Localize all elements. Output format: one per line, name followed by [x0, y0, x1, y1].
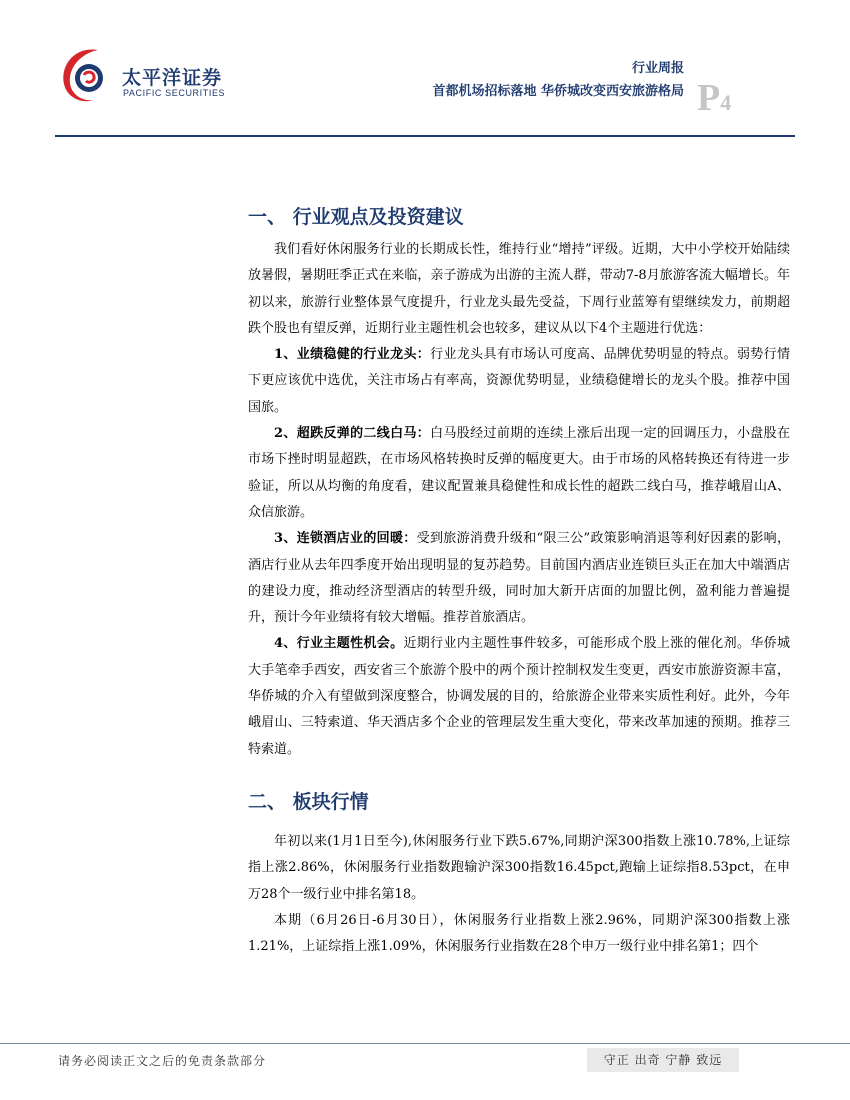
pacific-securities-logo-icon [58, 44, 120, 106]
weekly-text: 本期（6月26日-6月30日），休闲服务行业指数上涨2.96%，同期沪深300指数上涨1.21%，上证综指上涨1.09%，休闲服务行业指数在28个申万一级行业中排名第1；四个 [248, 912, 790, 955]
brand-name-en: PACIFIC SECURITIES [123, 88, 226, 98]
brand-name-cn: 太平洋证券 [122, 67, 223, 89]
theme-2-text: 白马股经过前期的连续上涨后出现一定的回调压力，小盘股在市场下挫时明显超跌，在市场风格转换时反弹的幅度更大。由于市场的风格转换还有待进一步验证，所以从均衡的角度看，建议配置兼具稳健性和成长性的超跌二线白马，推荐峨眉山A、众信旅游。 [248, 426, 790, 520]
header-divider [55, 135, 795, 137]
ytd-text: 年初以来(1月1日至今),休闲服务行业下跌5.67%,同期沪深300指数上涨10.78%,上证综指上涨2.86%，休闲服务行业指数跑输沪深300指数16.45pct,跑输上证综指8.53pct，在申万28个一级行业中排名第18。 [248, 833, 790, 902]
paragraph-text: 我们看好休闲服务行业的长期成长性，维持行业“增持”评级。近期，大中小学校开始陆续放暑假，暑期旺季正式在来临，亲子游成为出游的主流人群，带动7-8月旅游客流大幅增长。年初以来，旅游行业整体景气度提升，行业龙头最先受益，下周行业蓝筹有望继续发力，前期超跌个股也有望反弹，近期行业主题性机会也较多，建议从以下4个主题进行优选： [248, 242, 790, 336]
footer-divider [0, 1043, 850, 1044]
paragraph-ytd-performance [248, 829, 790, 908]
theme-4-lead: 4、行业主题性机会。 [274, 636, 404, 652]
theme-4-text: 近期行业内主题性事件较多，可能形成个股上涨的催化剂。华侨城大手笔牵手西安，西安省三个旅游个股中的两个预计控制权发生变更，西安市旅游资源丰富，华侨城的介入有望做到深度整合，协调发展的目的，给旅游企业带来实质性利好。此外，今年峨眉山、三特索道、华天酒店多个企业的管理层发生重大变化，带来改革加速的预期。推荐三特索道。 [248, 636, 790, 757]
section-title-industry-view: 一、 行业观点及投资建议 [248, 206, 464, 228]
paragraph-weekly-performance [248, 908, 790, 961]
paragraph [248, 237, 790, 342]
theme-2-lead: 2、超跌反弹的二线白马： [274, 426, 431, 442]
page-digit: 4 [720, 90, 732, 115]
page-letter: P [697, 77, 721, 119]
theme-3-lead: 3、连锁酒店业的回暖： [274, 531, 417, 547]
theme-3-text: 受到旅游消费升级和“限三公”政策影响消退等利好因素的影响，酒店行业从去年四季度开始出现明显的复苏趋势。目前国内酒店业连锁巨头正在加大中端酒店的建设力度，推动经济型酒店的转型升级，同时加大新开店面的加盟比例，盈利能力普遍提升，预计今年业绩将有较大增幅。推荐首旅酒店。 [248, 531, 791, 626]
report-title: 首都机场招标落地 华侨城改变西安旅游格局 [432, 84, 684, 99]
section-title-sector-performance: 二、 板块行情 [248, 790, 369, 813]
theme-1-lead: 1、业绩稳健的行业龙头： [274, 347, 431, 363]
paragraph-theme-1 [248, 342, 790, 421]
report-type: 行业周报 [631, 61, 684, 76]
paragraph-theme-2 [248, 421, 790, 526]
report-body [248, 200, 790, 960]
paragraph-theme-4 [248, 631, 790, 762]
page-number [697, 76, 731, 120]
footer-motto: 守正 出奇 宁静 致远 [587, 1048, 739, 1072]
paragraph-theme-3 [248, 526, 790, 631]
footer-disclaimer: 请务必阅读正文之后的免责条款部分 [58, 1054, 267, 1068]
theme-1-text: 行业龙头具有市场认可度高、品牌优势明显的特点。弱势行情下更应该优中选优，关注市场占有率高，资源优势明显，业绩稳健增长的龙头个股。推荐中国国旅。 [248, 347, 790, 415]
